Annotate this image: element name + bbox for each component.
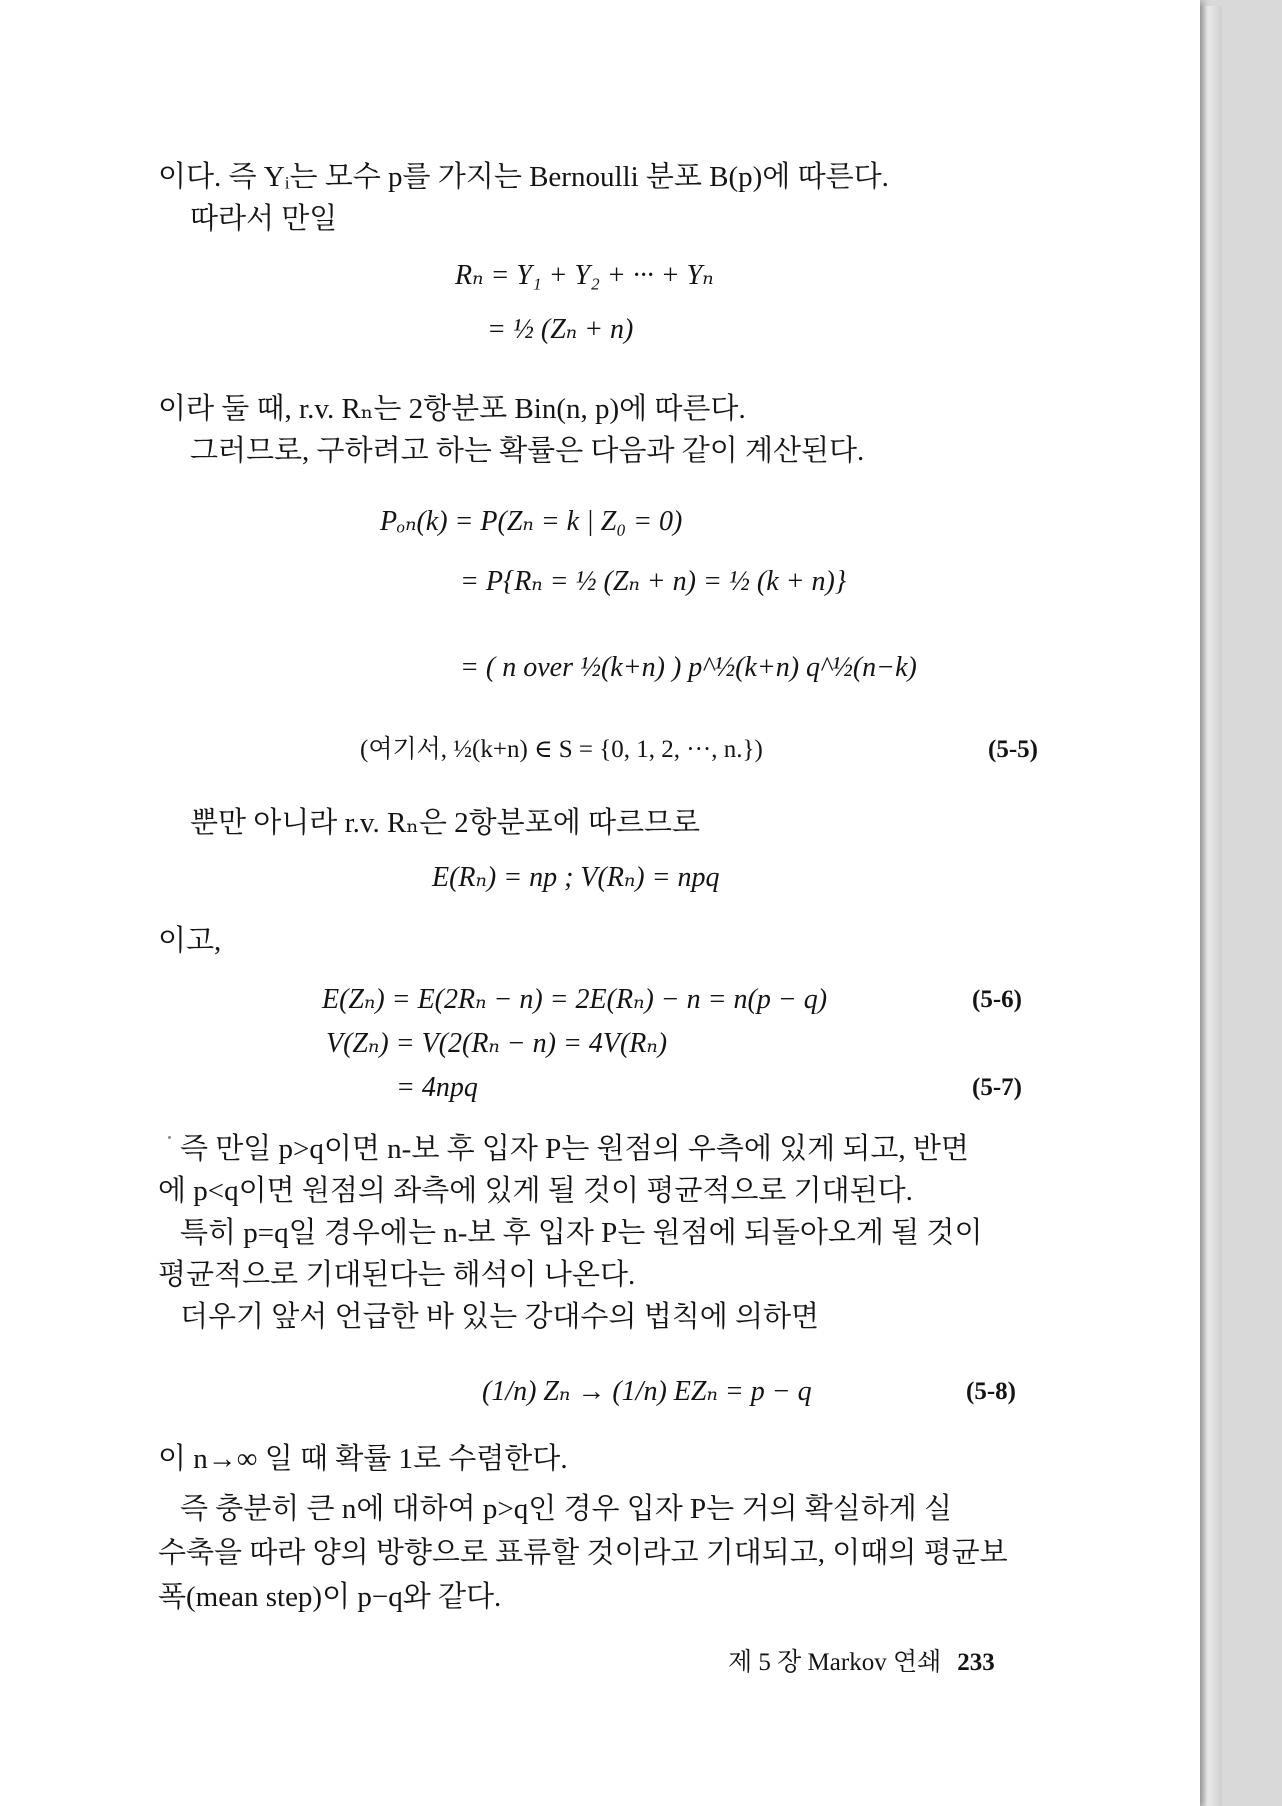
paragraph-11-line-3: 폭(mean step)이 p−q와 같다. [158,1581,502,1613]
paragraph-6: 이고, [158,925,222,957]
paragraph-4: 그러므로, 구하려고 하는 확률은 다음과 같이 계산된다. [190,435,865,467]
equation-binomial: = ( n over ½(k+n) ) p^½(k+n) q^½(n−k) [460,652,917,683]
equation-number-5-5: (5-5) [988,736,1038,763]
equation-number-5-7: (5-7) [972,1074,1022,1101]
paragraph-1: 이다. 즉 Yᵢ는 모수 p를 가지는 Bernoulli 분포 B(p)에 따른다. [158,161,889,193]
book-page-edge [1198,6,1222,1806]
equation-rn-half: = ½ (Zₙ + n) [487,314,634,345]
paragraph-8-line-2: 평균적으로 기대된다는 해석이 나온다. [158,1259,636,1291]
running-footer [728,1642,995,1678]
equation-e-zn: E(Zₙ) = E(2Rₙ − n) = 2E(Rₙ) − n = n(p − q) [322,984,828,1015]
equation-number-5-6: (5-6) [972,986,1022,1013]
paragraph-11-line-1: 즉 충분히 큰 n에 대하여 p>q인 경우 입자 P는 거의 확실하게 실 [180,1493,953,1525]
paragraph-5: 뿐만 아니라 r.v. Rₙ은 2항분포에 따르므로 [190,807,701,839]
equation-v-zn: V(Zₙ) = V(2(Rₙ − n) = 4V(Rₙ) [326,1028,668,1059]
equation-pon: Pₒₙ(k) = P(Zₙ = k | Z₀ = 0) [380,506,683,537]
paragraph-7-line-1: 즉 만일 p>q이면 n-보 후 입자 P는 원점의 우측에 있게 되고, 반면 [180,1133,969,1165]
paragraph-9: 더우기 앞서 언급한 바 있는 강대수의 법칙에 의하면 [180,1301,820,1333]
paragraph-8-line-1: 특히 p=q일 경우에는 n-보 후 입자 P는 원점에 되돌아오게 될 것이 [180,1217,983,1249]
paragraph-11-line-2: 수축을 따라 양의 방향으로 표류할 것이라고 기대되고, 이때의 평균보 [158,1537,1008,1569]
equation-p-rn: = P{Rₙ = ½ (Zₙ + n) = ½ (k + n)} [460,566,847,597]
equation-domain-note: (여기서, ½(k+n) ∈ S = {0, 1, 2, ···, n.}) [360,736,763,763]
scan-speck [168,1136,171,1139]
equation-number-5-8: (5-8) [966,1378,1016,1405]
equation-4npq: = 4npq [396,1072,478,1103]
chapter-title: 제 5 장 Markov 연쇄 [728,1649,942,1676]
equation-rn-sum: Rₙ = Y₁ + Y₂ + ··· + Yₙ [455,260,714,291]
paragraph-3: 이라 둘 때, r.v. Rₙ는 2항분포 Bin(n, p)에 따른다. [158,393,746,425]
paragraph-7-line-2: 에 p<q이면 원점의 좌측에 있게 될 것이 평균적으로 기대된다. [158,1175,913,1207]
paragraph-10: 이 n→∞ 일 때 확률 1로 수렴한다. [158,1443,568,1475]
equation-strong-law: (1/n) Zₙ → (1/n) EZₙ = p − q [482,1376,812,1407]
equation-mean-var-rn: E(Rₙ) = np ; V(Rₙ) = npq [432,862,720,893]
page-number: 233 [957,1649,995,1676]
paragraph-2: 따라서 만일 [190,203,338,235]
